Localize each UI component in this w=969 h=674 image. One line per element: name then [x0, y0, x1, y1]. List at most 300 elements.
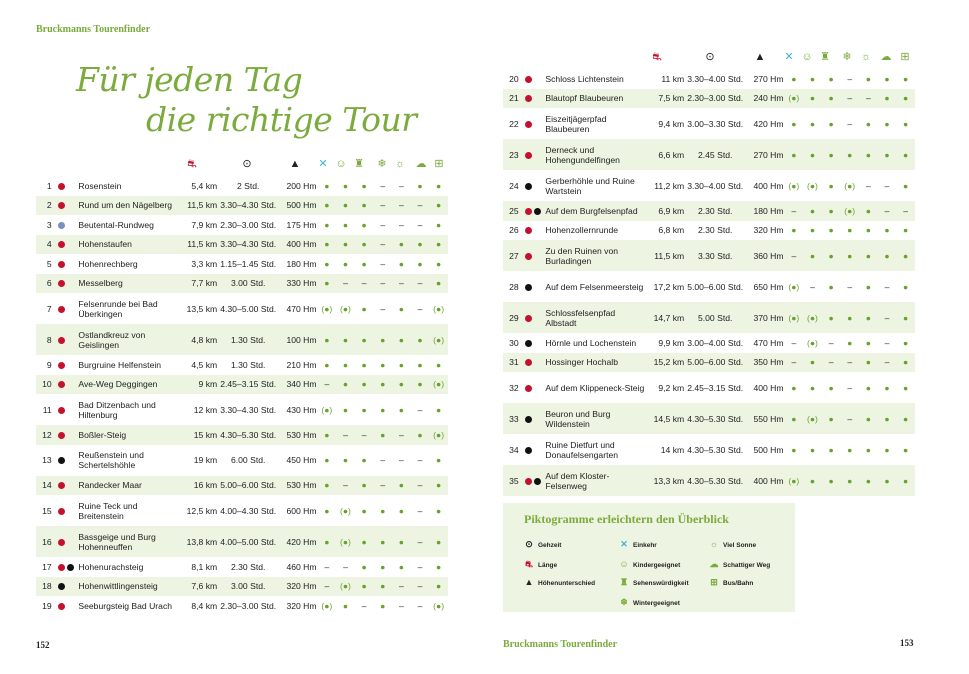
feature-mark: ● [361, 561, 367, 572]
tour-row [36, 324, 448, 355]
tour-altitude: 350 Hm [745, 353, 784, 373]
tour-name: Ruine Teck und Breitenstein [78, 500, 138, 521]
tour-length: 3,3 km [191, 258, 218, 269]
difficulty-dot-red [58, 241, 65, 248]
feature-mark: ● [361, 455, 367, 465]
stop-icon: ✕ [318, 158, 328, 170]
feature-mark: – [417, 455, 423, 465]
tour-length: 11,5 km [181, 235, 218, 255]
feature-mark: ● [859, 302, 878, 333]
difficulty-markers [55, 324, 78, 355]
tour-duration: 2.30 Std. [685, 201, 745, 221]
feature-mark: ● [436, 455, 442, 465]
tour-number: 33 [503, 403, 522, 434]
tour-row [36, 495, 448, 526]
feature-mark: ● [398, 258, 404, 269]
tour-altitude: 530 Hm [278, 476, 317, 496]
tour-row [503, 434, 915, 465]
tour-name: Hörnle und Lochenstein [545, 337, 637, 348]
tour-name: Ostlandkreuz von Geislingen [77, 324, 181, 355]
feature-mark: ● [903, 118, 909, 129]
smiley-icon: ☺ [801, 51, 813, 63]
feature-mark: ● [318, 196, 337, 216]
tour-number: 31 [503, 353, 522, 373]
feature-mark: – [398, 455, 404, 465]
tour-altitude: 180 Hm [286, 258, 317, 269]
tour-altitude: 420 Hm [753, 118, 784, 129]
sun-icon: ☼ [860, 51, 872, 63]
feature-mark: ● [828, 281, 834, 292]
feature-mark: ● [859, 403, 878, 434]
tour-altitude: 320 Hm [753, 225, 784, 236]
difficulty-markers [522, 372, 545, 403]
feature-mark: – [398, 219, 404, 230]
feature-mark: ● [355, 196, 374, 216]
feature-mark: ● [822, 240, 841, 271]
difficulty-dot-black [534, 478, 541, 485]
tour-duration: 5.00–6.00 Std. [218, 476, 278, 496]
tour-altitude: 600 Hm [286, 505, 317, 516]
difficulty-dot-red [58, 482, 65, 489]
feature-mark: ● [884, 118, 890, 129]
feature-mark: ● [859, 465, 878, 496]
tour-table-right [503, 69, 915, 496]
tour-row [36, 557, 448, 577]
feature-mark: ● [318, 274, 337, 294]
tour-altitude: 470 Hm [753, 337, 784, 348]
tour-altitude: 175 Hm [286, 219, 317, 230]
difficulty-dot-red [58, 261, 65, 268]
tour-row [36, 596, 448, 616]
tour-row [36, 196, 448, 216]
feature-mark: ● [355, 577, 374, 597]
feature-mark: ● [392, 526, 411, 557]
tour-length: 4,5 km [191, 359, 218, 370]
tour-row [36, 355, 448, 375]
tour-row [503, 372, 915, 403]
difficulty-markers [55, 274, 78, 294]
tour-number: 10 [36, 375, 55, 395]
feature-mark: ● [429, 476, 448, 496]
difficulty-markers [522, 240, 545, 271]
tour-duration: 6.00 Std. [230, 455, 266, 465]
feature-mark: ● [373, 375, 392, 395]
feature-mark: – [398, 180, 404, 191]
feature-mark: ● [373, 425, 392, 445]
feature-mark: ● [878, 89, 897, 109]
feature-mark: ● [324, 180, 330, 191]
difficulty-markers [55, 476, 78, 496]
feature-mark: ● [336, 196, 355, 216]
tour-duration: 3.30–4.30 Std. [218, 196, 278, 216]
tour-duration: 3.30 Std. [685, 240, 745, 271]
tour-altitude: 450 Hm [286, 455, 317, 465]
tour-duration: 4.30–5.30 Std. [218, 425, 278, 445]
feature-mark: ● [336, 235, 355, 255]
tour-length: 12,5 km [186, 505, 218, 516]
feature-mark: ● [373, 526, 392, 557]
feature-mark: ● [859, 240, 878, 271]
feature-mark: – [417, 303, 423, 314]
feature-mark: ● [865, 281, 871, 292]
tour-number: 7 [46, 303, 52, 314]
tour-duration: 2.45–3.15 Std. [218, 375, 278, 395]
difficulty-dot-red [58, 306, 65, 313]
feature-mark: – [380, 303, 386, 314]
feature-mark: ● [828, 382, 834, 393]
feature-mark: ● [859, 353, 878, 373]
feature-mark: – [878, 353, 897, 373]
feature-mark: ● [896, 403, 915, 434]
tour-altitude: 500 Hm [278, 196, 317, 216]
feature-mark: ● [865, 73, 871, 84]
tour-duration: 4.30–5.30 Std. [687, 444, 744, 455]
icon-header-right [0, 50, 969, 64]
tour-length: 9 km [181, 375, 218, 395]
feature-mark: – [828, 337, 834, 348]
difficulty-dot-red [58, 407, 65, 414]
winter-icon: ❄ [377, 158, 387, 170]
difficulty-markers [55, 355, 78, 375]
tour-name: Bassgeige und Burg Hohenneuffen [77, 526, 181, 557]
tour-number: 32 [509, 382, 519, 393]
tour-length: 14,5 km [648, 403, 685, 434]
feature-mark: ● [828, 225, 834, 236]
feature-mark: ● [318, 235, 337, 255]
feature-mark: ● [896, 465, 915, 496]
tour-number: 30 [509, 337, 519, 348]
tour-number: 23 [503, 139, 522, 170]
tour-name: Ave-Weg Deggingen [77, 375, 181, 395]
tour-duration: 2.45–3.15 Std. [687, 382, 744, 393]
difficulty-dot-red [58, 280, 65, 287]
feature-mark: ● [342, 359, 349, 370]
feature-mark: ● [803, 353, 822, 373]
feature-mark: ● [809, 73, 816, 84]
running-header-left: Bruckmanns Tourenfinder [36, 24, 151, 35]
feature-mark: ● [903, 444, 909, 455]
tour-name: Rund um den Nägelberg [77, 196, 181, 216]
feature-mark: (●) [321, 600, 333, 611]
feature-mark: ● [803, 139, 822, 170]
tour-length: 8,1 km [191, 561, 218, 572]
feature-mark: – [417, 505, 423, 516]
feature-mark: ● [380, 505, 386, 516]
tour-number: 4 [36, 235, 55, 255]
feature-mark: ● [392, 235, 411, 255]
difficulty-markers [522, 353, 545, 373]
feature-mark: – [392, 196, 411, 216]
feature-mark: (●) [433, 600, 445, 611]
difficulty-dot-red [525, 359, 532, 366]
tour-duration: 3.30–4.00 Std. [687, 180, 744, 191]
feature-mark: ● [884, 444, 890, 455]
feature-mark: ● [436, 505, 442, 516]
feature-mark: ● [903, 73, 909, 84]
tour-duration: 1.30 Std. [230, 359, 266, 370]
feature-mark: – [380, 455, 386, 465]
feature-mark: ● [903, 180, 909, 191]
difficulty-markers [55, 215, 78, 235]
tour-number: 12 [36, 425, 55, 445]
feature-mark: ● [392, 476, 411, 496]
tour-duration: 5.00–6.00 Std. [687, 281, 744, 292]
pictogram-legend [503, 503, 795, 612]
feature-mark: ● [822, 302, 841, 333]
feature-mark: – [785, 240, 804, 271]
difficulty-markers [55, 425, 78, 445]
difficulty-markers [522, 201, 545, 221]
tour-length: 14,7 km [648, 302, 685, 333]
tour-length: 17,2 km [653, 281, 685, 292]
tour-number: 28 [509, 281, 519, 292]
tour-length: 6,8 km [658, 225, 685, 236]
feature-mark: ● [878, 465, 897, 496]
tour-name: Derneck und Hohengundelfingen [544, 139, 648, 170]
tour-duration: 2.45 Std. [685, 139, 745, 170]
feature-mark: ● [361, 303, 367, 314]
feature-mark: ● [803, 465, 822, 496]
difficulty-dot-black [525, 183, 532, 190]
feature-mark: ● [859, 139, 878, 170]
tour-name: Hohenwittlingensteig [77, 577, 181, 597]
tour-altitude: 320 Hm [278, 577, 317, 597]
tour-row [36, 274, 448, 294]
feature-mark: ● [429, 526, 448, 557]
feature-mark: ● [822, 89, 841, 109]
feature-mark: ● [847, 444, 853, 455]
feature-mark: ● [840, 302, 859, 333]
feature-mark: ● [840, 139, 859, 170]
tour-row [503, 69, 915, 89]
tour-length: 7,6 km [181, 577, 218, 597]
feature-mark: ● [809, 382, 816, 393]
feature-mark: ● [896, 302, 915, 333]
feature-mark: ● [429, 235, 448, 255]
tour-name: Eiszeitjägerpfad Blaubeuren [545, 113, 607, 134]
feature-mark: – [336, 274, 355, 294]
feature-mark: – [847, 118, 853, 129]
tour-row [36, 254, 448, 274]
shade-icon: ☁ [880, 51, 892, 63]
tour-row [503, 403, 915, 434]
tour-table-left [36, 176, 448, 616]
bus-icon: ⊞ [434, 158, 444, 170]
feature-mark: – [324, 561, 330, 572]
tour-altitude: 180 Hm [745, 201, 784, 221]
tour-name: Zu den Ruinen von Burladingen [544, 240, 648, 271]
feature-mark: – [392, 425, 411, 445]
feature-mark: (●) [321, 303, 333, 314]
feature-mark: – [822, 353, 841, 373]
tour-name: Gerberhöhle und Ruine Wartstein [545, 175, 635, 196]
tour-length: 7,7 km [181, 274, 218, 294]
tour-row [503, 302, 915, 333]
tour-name: Felsenrunde bei Bad Überkingen [78, 298, 158, 319]
feature-mark: – [884, 337, 890, 348]
difficulty-dot-red [58, 603, 65, 610]
difficulty-dot-red [58, 183, 65, 190]
tour-length: 13,3 km [648, 465, 685, 496]
feature-mark: – [785, 353, 804, 373]
altitude-icon: ▲ [754, 51, 766, 63]
feature-mark: (●) [433, 303, 445, 314]
feature-mark: ● [318, 425, 337, 445]
tour-number: 21 [503, 89, 522, 109]
feature-mark: ● [342, 600, 349, 611]
tour-row [36, 445, 448, 476]
feature-mark: ● [398, 561, 404, 572]
feature-mark: – [878, 201, 897, 221]
feature-mark: ● [436, 404, 442, 415]
difficulty-markers [55, 176, 78, 196]
feature-mark: ● [380, 404, 386, 415]
feature-mark: – [373, 274, 392, 294]
difficulty-markers [55, 445, 78, 476]
feature-mark: – [840, 403, 859, 434]
difficulty-markers [522, 302, 545, 333]
difficulty-dot-red [58, 539, 65, 546]
difficulty-dot-blue [58, 222, 65, 229]
feature-mark: ● [903, 382, 909, 393]
feature-mark: ● [380, 359, 386, 370]
tour-length: 19 km [193, 455, 218, 465]
feature-mark: (●) [429, 425, 448, 445]
feature-mark: ● [361, 505, 367, 516]
bus-icon: ⊞ [900, 51, 910, 63]
difficulty-dot-red [58, 508, 65, 515]
tour-altitude: 320 Hm [286, 600, 317, 611]
feature-mark: ● [822, 201, 841, 221]
feature-mark: – [343, 561, 348, 572]
difficulty-dot-red [525, 385, 532, 392]
tour-duration: 4.00–5.00 Std. [218, 526, 278, 557]
feature-mark: (●) [785, 89, 804, 109]
tour-length: 14 km [660, 444, 685, 455]
feature-mark: ● [865, 444, 871, 455]
feature-mark: ● [436, 359, 442, 370]
tour-duration: 1.15–1.45 Std. [220, 258, 277, 269]
feature-mark: ● [336, 375, 355, 395]
feature-mark: – [417, 404, 423, 415]
difficulty-markers [522, 465, 545, 496]
tour-number: 8 [36, 324, 55, 355]
feature-mark: ● [342, 455, 349, 465]
tour-name: Ruine Dietfurt und Donaufelsengarten [545, 439, 619, 460]
feature-mark: – [847, 281, 853, 292]
feature-mark: ● [411, 324, 430, 355]
tour-row [503, 353, 915, 373]
tour-duration: 4.30–5.00 Std. [220, 303, 277, 314]
sun-icon: ☼ [394, 158, 406, 170]
difficulty-markers [55, 293, 78, 324]
tour-name: Hossinger Hochalb [544, 353, 648, 373]
difficulty-markers [55, 557, 78, 577]
feature-mark: ● [411, 375, 430, 395]
tour-name: Schloss Lichtenstein [545, 73, 624, 84]
tour-altitude: 470 Hm [286, 303, 317, 314]
feature-mark: ● [828, 444, 834, 455]
feature-mark: (●) [788, 281, 800, 292]
feature-mark: ● [865, 337, 871, 348]
tour-number: 25 [503, 201, 522, 221]
tour-duration: 5.00 Std. [685, 302, 745, 333]
tour-length: 12 km [193, 404, 218, 415]
feature-mark: ● [324, 505, 330, 516]
legend-item: ⊙ Gehzeit [525, 539, 562, 549]
feature-mark: – [373, 196, 392, 216]
feature-mark: – [392, 577, 411, 597]
feature-mark: ● [884, 225, 890, 236]
feature-mark: ● [324, 455, 330, 465]
tour-name: Randecker Maar [77, 476, 181, 496]
feature-mark: – [355, 425, 374, 445]
feature-mark: ● [318, 324, 337, 355]
difficulty-dot-red [58, 337, 65, 344]
feature-mark: (●) [785, 465, 804, 496]
tour-length: 16 km [181, 476, 218, 496]
difficulty-markers [522, 108, 545, 139]
tour-length: 7,5 km [648, 89, 685, 109]
difficulty-dot-red [58, 381, 65, 388]
feature-mark: (●) [336, 577, 355, 597]
feature-mark: ● [803, 89, 822, 109]
difficulty-markers [522, 69, 545, 89]
feature-mark: ● [865, 118, 871, 129]
feature-mark: (●) [340, 303, 351, 314]
difficulty-markers [55, 596, 78, 616]
feature-mark: ● [342, 258, 349, 269]
feature-mark: – [810, 281, 815, 292]
winter-icon: ❄ [842, 51, 852, 63]
tour-duration: 3.00 Std. [218, 577, 278, 597]
tour-name: Schlossfelsenpfad Albstadt [544, 302, 648, 333]
feature-mark: ● [361, 180, 367, 191]
tour-altitude: 460 Hm [286, 561, 317, 572]
feature-mark: ● [828, 180, 834, 191]
feature-mark: ● [417, 180, 423, 191]
difficulty-dot-red [525, 478, 532, 485]
tour-number: 15 [42, 505, 52, 516]
tour-duration: 3.30–4.30 Std. [218, 235, 278, 255]
feature-mark: ● [878, 403, 897, 434]
feature-mark: (●) [336, 526, 355, 557]
feature-mark: ● [373, 577, 392, 597]
tour-name: Hohenurachsteig [78, 561, 144, 572]
feature-mark: ● [809, 118, 816, 129]
difficulty-markers [522, 170, 545, 201]
feature-mark: – [785, 201, 804, 221]
feature-mark: ● [840, 240, 859, 271]
tour-number: 2 [36, 196, 55, 216]
difficulty-dot-red [58, 564, 65, 571]
feature-mark: – [896, 201, 915, 221]
difficulty-dot-black [534, 208, 541, 215]
feature-mark: ● [896, 89, 915, 109]
legend-item: ☁ Schattiger Weg [709, 559, 771, 569]
tour-number: 19 [42, 600, 52, 611]
difficulty-dot-black [525, 284, 532, 291]
feature-mark: – [318, 375, 337, 395]
feature-mark: – [373, 476, 392, 496]
tour-number: 26 [509, 225, 519, 236]
feature-mark: ● [342, 404, 349, 415]
feature-mark: ● [859, 201, 878, 221]
difficulty-dot-black [525, 416, 532, 423]
feature-mark: ● [411, 425, 430, 445]
difficulty-dot-red [525, 76, 532, 83]
feature-mark: ● [822, 139, 841, 170]
